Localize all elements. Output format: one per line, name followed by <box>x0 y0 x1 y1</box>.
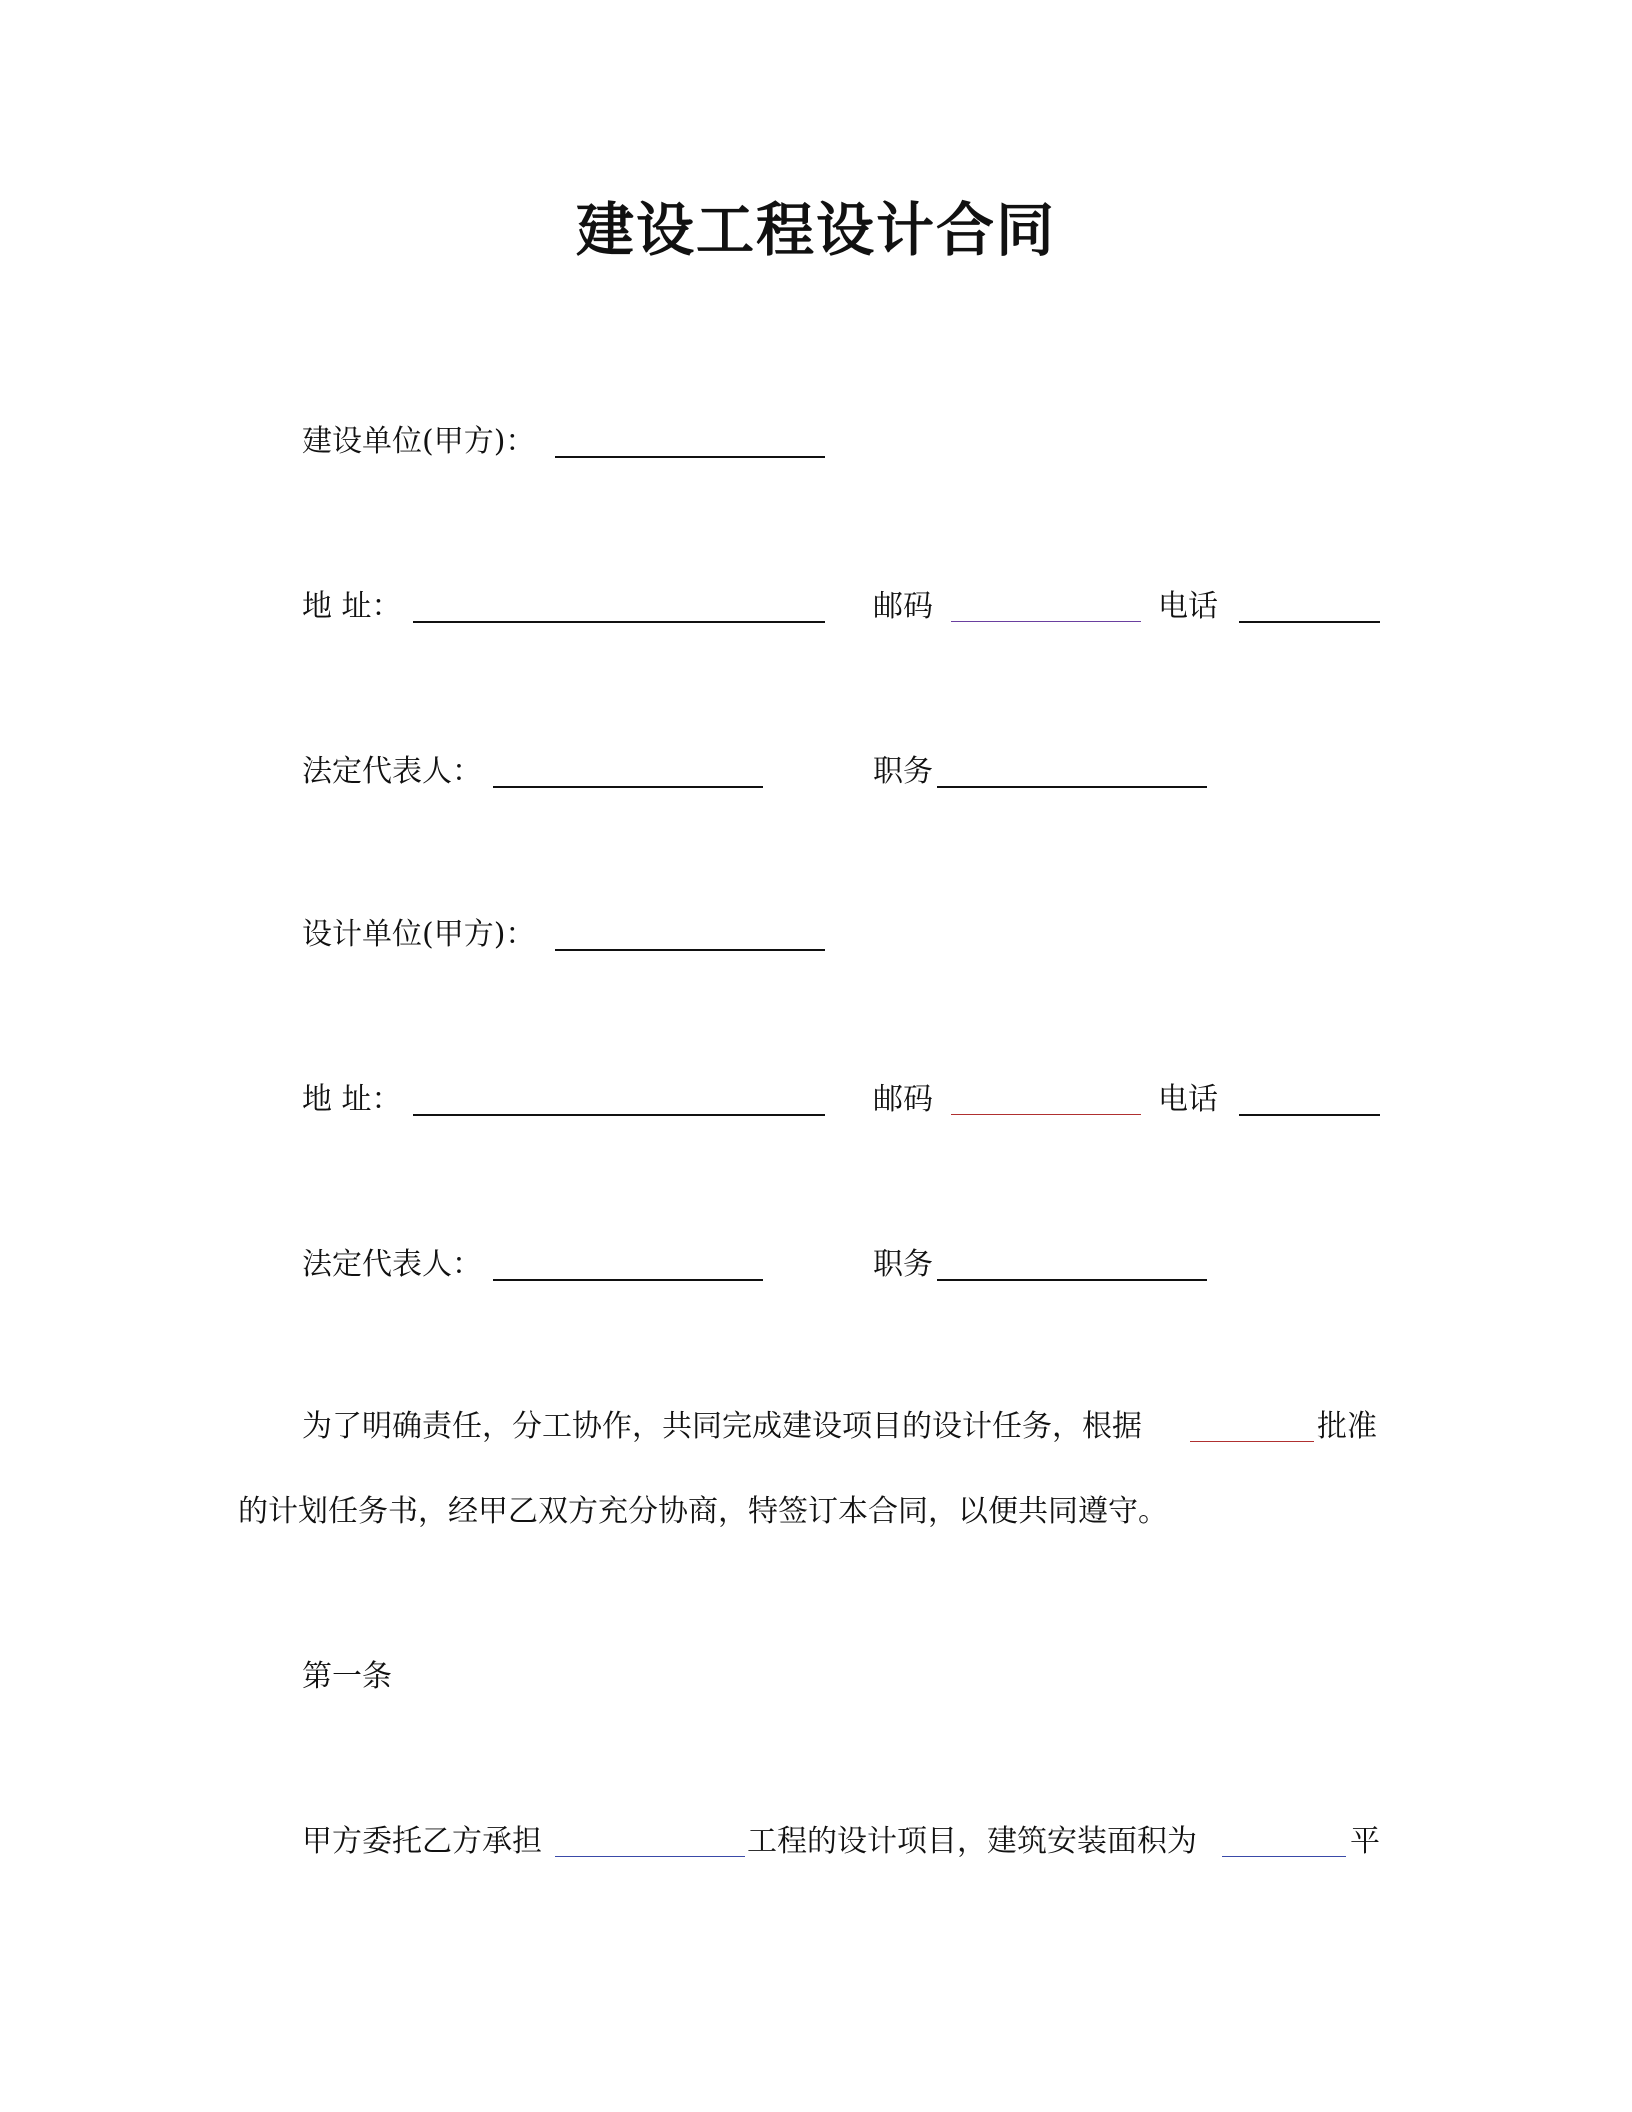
preamble-approval-blank[interactable] <box>1190 1441 1314 1442</box>
party-b-postcode-label: 邮码 <box>873 1082 933 1117</box>
party-b-unit-label: 设计单位(甲方)： <box>302 917 536 952</box>
party-a-phone-label: 电话 <box>1158 589 1218 624</box>
document-title: 建设工程设计合同 <box>575 196 1056 264</box>
party-a-unit-label: 建设单位(甲方)： <box>302 424 536 459</box>
party-a-postcode-label: 邮码 <box>873 589 933 624</box>
party-b-address-label: 地 址： <box>302 1082 402 1117</box>
preamble-line1-text: 为了明确责任，分工协作，共同完成建设项目的设计任务，根据 <box>302 1409 1142 1444</box>
article-1-project-blank[interactable] <box>555 1856 745 1857</box>
article-1-text-start: 甲方委托乙方承担 <box>302 1824 542 1859</box>
party-a-address-label: 地 址： <box>302 589 402 624</box>
party-a-postcode-blank[interactable] <box>951 621 1141 622</box>
party-b-phone-label: 电话 <box>1158 1082 1218 1117</box>
party-a-position-label: 职务 <box>873 754 933 789</box>
party-a-address-blank[interactable] <box>413 621 825 623</box>
party-b-legal-rep-label: 法定代表人： <box>302 1247 482 1282</box>
party-a-unit-blank[interactable] <box>555 456 825 458</box>
party-b-phone-blank[interactable] <box>1239 1114 1380 1116</box>
preamble-line2-text: 的计划任务书，经甲乙双方充分协商，特签订本合同，以便共同遵守。 <box>238 1494 1168 1529</box>
preamble-line1-end: 批准 <box>1317 1409 1377 1444</box>
party-a-phone-blank[interactable] <box>1239 621 1380 623</box>
party-b-postcode-blank[interactable] <box>951 1114 1141 1115</box>
party-b-unit-blank[interactable] <box>555 949 825 951</box>
party-b-address-blank[interactable] <box>413 1114 825 1116</box>
party-a-legal-rep-label: 法定代表人： <box>302 754 482 789</box>
party-b-legal-rep-blank[interactable] <box>493 1279 763 1281</box>
article-1-text-middle: 工程的设计项目，建筑安装面积为 <box>747 1824 1197 1859</box>
article-1-area-blank[interactable] <box>1222 1856 1346 1857</box>
party-a-legal-rep-blank[interactable] <box>493 786 763 788</box>
party-b-position-label: 职务 <box>873 1247 933 1282</box>
article-1-text-end: 平 <box>1350 1824 1380 1859</box>
article-1-heading: 第一条 <box>302 1659 392 1694</box>
party-b-position-blank[interactable] <box>937 1279 1207 1281</box>
party-a-position-blank[interactable] <box>937 786 1207 788</box>
